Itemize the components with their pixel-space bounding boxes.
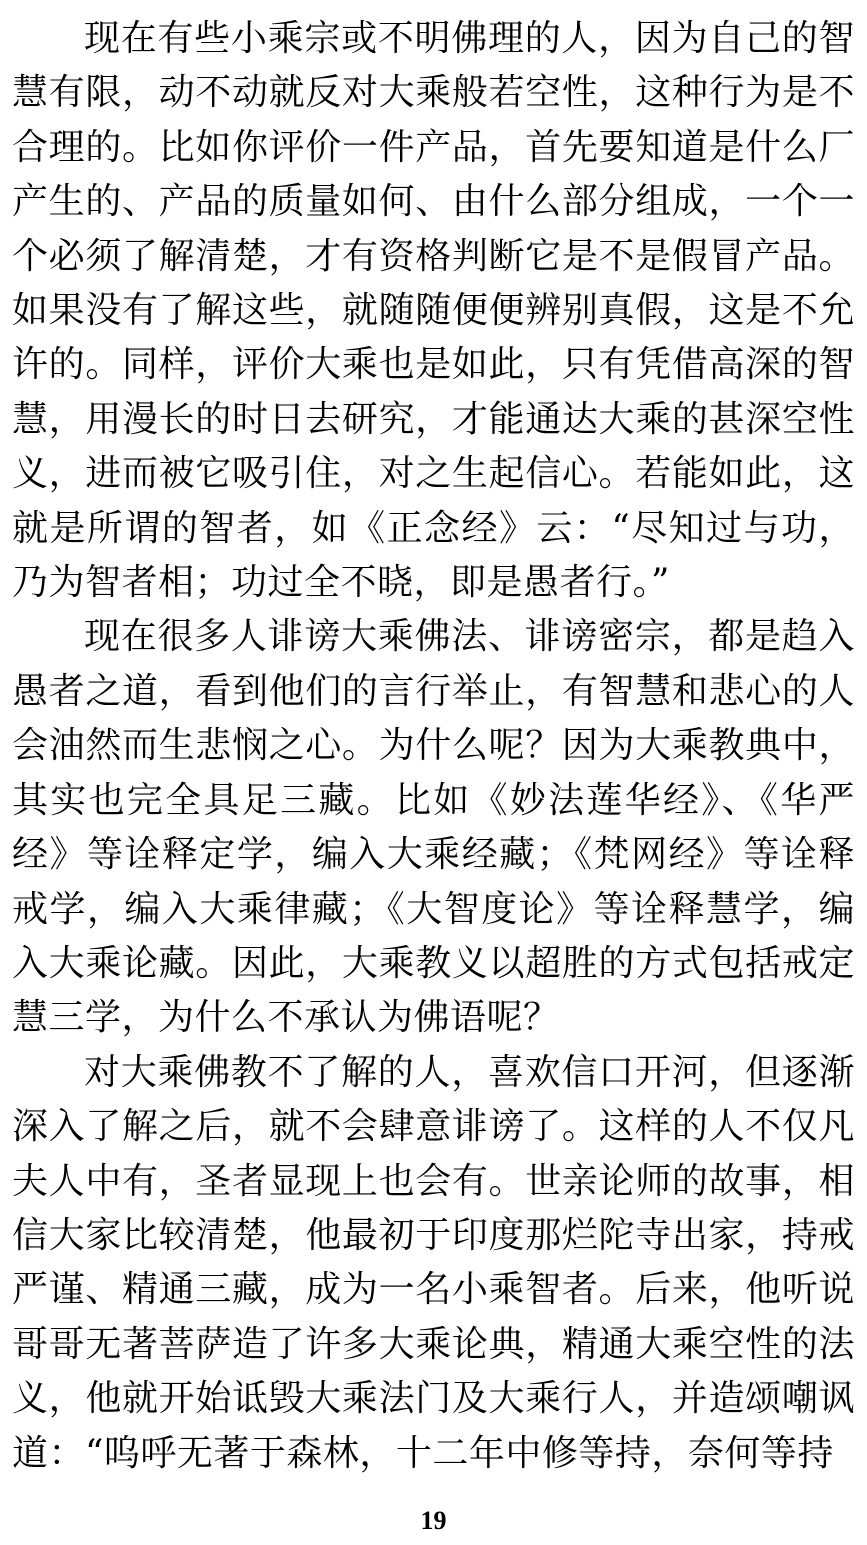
paragraph: 对大乘佛教不了解的人，喜欢信口开河，但逐渐深入了解之后，就不会肆意诽谤了。这样的人不仅凡夫人中有，圣者显现上也会有。世亲论师的故事，相信大家比较清楚，他最初于印度那烂陀寺出家，持戒严谨、精通三藏，成为一名小乘智者。后来，他听说哥哥无著菩萨造了许多大乘论典，精通大乘空性的法义，他就开始诋毁大乘法门及大乘行人，并造颂嘲讽道：“呜呼无著于森林，十二年中修等持，奈何等持	[12, 1051, 855, 1474]
page-number: 19	[420, 1506, 447, 1535]
document-page	[12, 12, 855, 1481]
paragraph: 现在很多人诽谤大乘佛法、诽谤密宗，都是趋入愚者之道，看到他们的言行举止，有智慧和悲心的人会油然而生悲悯之心。为什么呢？因为大乘教典中，其实也完全具足三藏。比如《妙法莲华经》、《华严经》等诠释定学，编入大乘经藏；《梵网经》等诠释戒学，编入大乘律藏；《大智度论》等诠释慧学，编入大乘论藏。因此，大乘教义以超胜的方式包括戒定慧三学，为什么不承认为佛语呢？	[12, 616, 855, 1039]
paragraph: 现在有些小乘宗或不明佛理的人，因为自己的智慧有限，动不动就反对大乘般若空性，这种行为是不合理的。比如你评价一件产品，首先要知道是什么厂产生的、产品的质量如何、由什么部分组成，一个一个必须了解清楚，才有资格判断它是不是假冒产品。如果没有了解这些，就随随便便辨别真假，这是不允许的。同样，评价大乘也是如此，只有凭借高深的智慧，用漫长的时日去研究，才能通达大乘的甚深空性义，进而被它吸引住，对之生起信心。若能如此，这就是所谓的智者，如《正念经》云：“尽知过与功，乃为智者相；功过全不晓，即是愚者行。”	[12, 18, 855, 604]
